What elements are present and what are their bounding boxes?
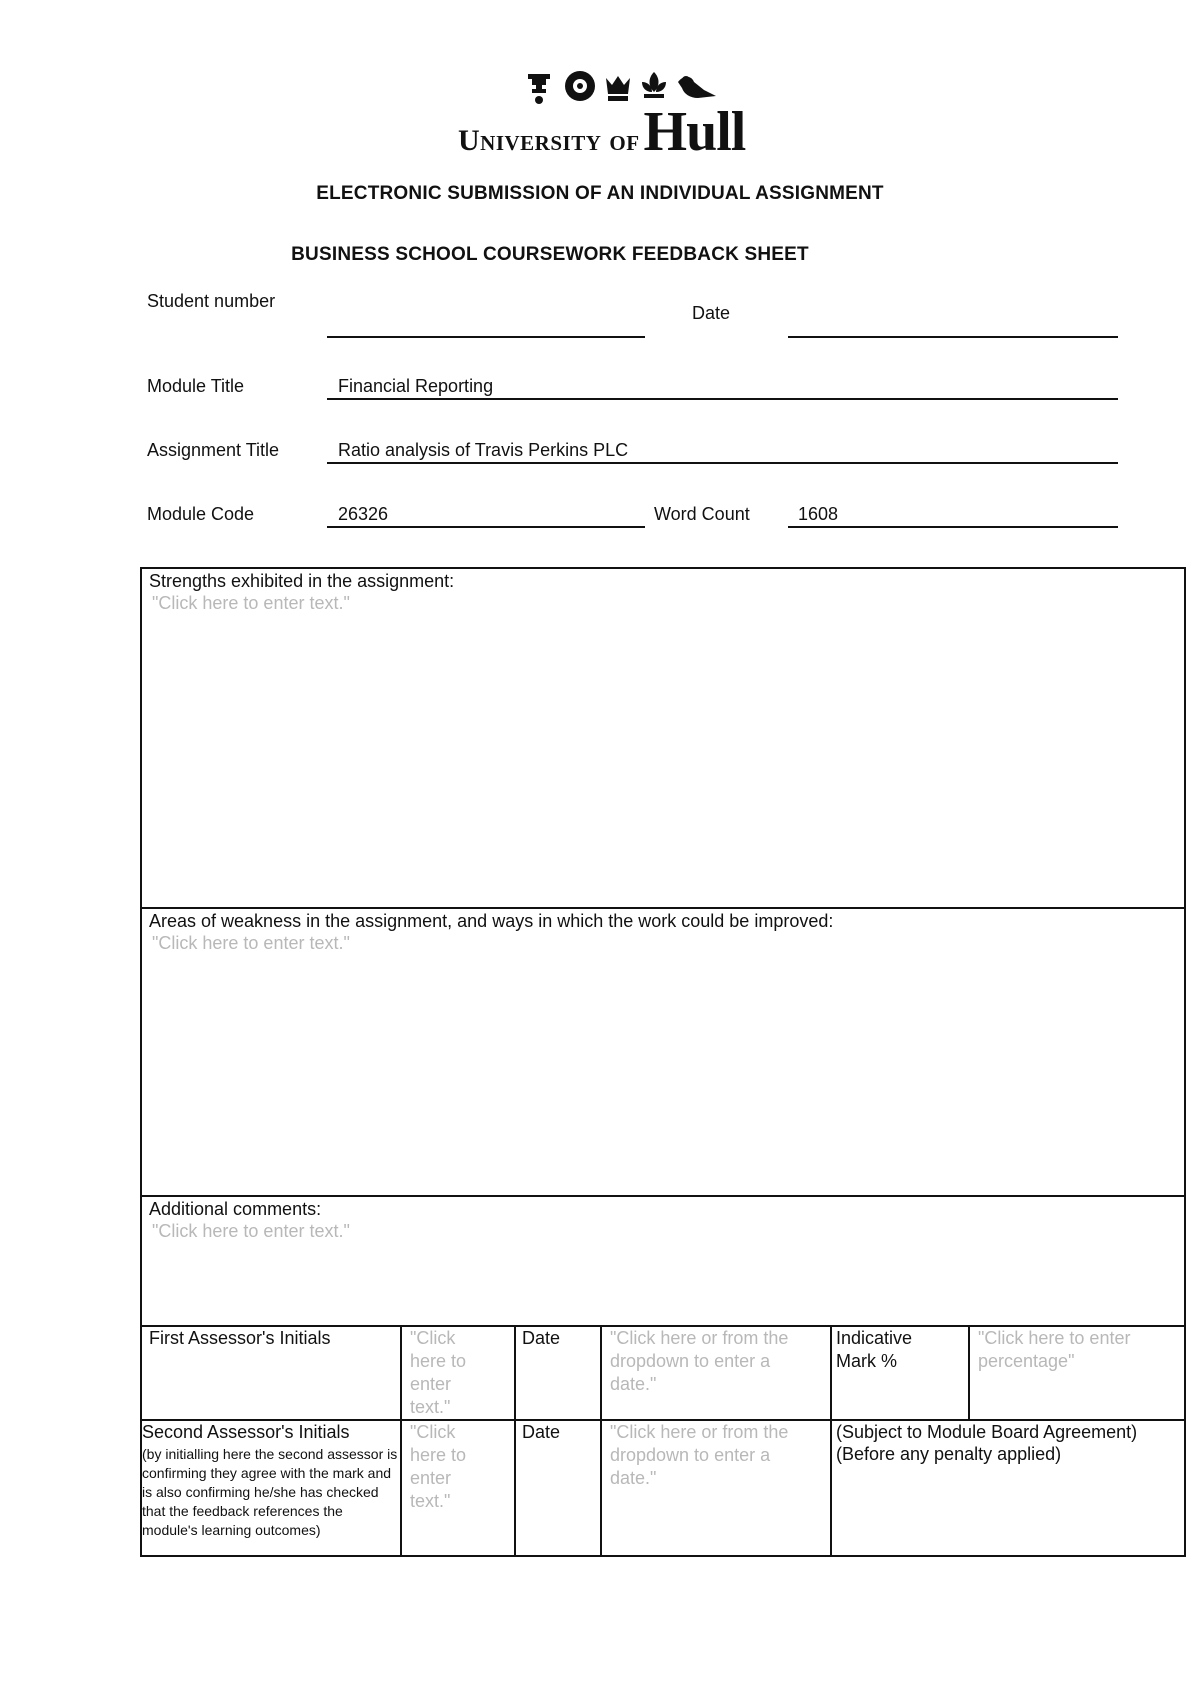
column-divider	[830, 1325, 832, 1557]
second-assessor-initials-input[interactable]: "Click here to enter text."	[410, 1422, 467, 1511]
indicative-mark-input[interactable]: "Click here to enter percentage"	[978, 1328, 1131, 1371]
strengths-section[interactable]	[142, 569, 1184, 907]
assignment-title-value: Ratio analysis of Travis Perkins PLC	[338, 440, 629, 460]
heading-electronic-submission: ELECTRONIC SUBMISSION OF AN INDIVIDUAL ASSIGNMENT	[316, 183, 884, 204]
assignment-title-field[interactable]	[327, 462, 1118, 464]
additional-placeholder[interactable]: "Click here to enter text."	[152, 1221, 350, 1241]
word-count-field[interactable]	[788, 526, 1118, 528]
student-number-label: Student number	[147, 291, 276, 311]
penalty-note: (Before any penalty applied)	[836, 1444, 1062, 1464]
student-number-field[interactable]	[327, 336, 645, 338]
column-divider	[400, 1325, 402, 1557]
second-assessor-note: (by initialling here the second assessor is confirming they agree with the mark and is also confirming he/she has checked that the feedback references the module's learning outcomes)	[142, 1446, 398, 1538]
board-agreement-note: (Subject to Module Board Agreement)	[836, 1422, 1138, 1442]
indicative-mark-label: Indicative Mark %	[836, 1328, 913, 1371]
first-assessor-initials-input[interactable]: "Click here to enter text."	[410, 1328, 467, 1417]
additional-section[interactable]	[142, 1197, 1184, 1325]
university-logo	[458, 68, 868, 163]
column-divider	[600, 1325, 602, 1557]
module-title-value: Financial Reporting	[338, 376, 494, 396]
logo-text-university: University of	[458, 124, 640, 157]
module-code-label: Module Code	[147, 504, 255, 524]
heading-feedback-sheet: BUSINESS SCHOOL COURSEWORK FEEDBACK SHEET	[291, 244, 809, 265]
strengths-label: Strengths exhibited in the assignment:	[149, 571, 455, 591]
assignment-title-label: Assignment Title	[147, 440, 280, 460]
column-divider	[968, 1325, 970, 1419]
module-title-label: Module Title	[147, 376, 245, 396]
first-assessor-label: First Assessor's Initials	[149, 1328, 331, 1348]
first-date-input[interactable]: "Click here or from the dropdown to enter a date."	[610, 1328, 789, 1394]
module-code-value: 26326	[338, 504, 389, 524]
second-date-label: Date	[522, 1422, 561, 1442]
logo-text-hull: Hull	[643, 101, 746, 163]
date-label: Date	[692, 303, 731, 323]
feedback-table	[140, 567, 1186, 1557]
first-date-label: Date	[522, 1328, 561, 1348]
additional-label: Additional comments:	[149, 1199, 322, 1219]
module-title-field[interactable]	[327, 398, 1118, 400]
weakness-placeholder[interactable]: "Click here to enter text."	[152, 933, 350, 953]
weakness-label: Areas of weakness in the assignment, and ways in which the work could be improved:	[149, 911, 834, 931]
date-field[interactable]	[788, 336, 1118, 338]
word-count-value: 1608	[798, 504, 839, 524]
strengths-placeholder[interactable]: "Click here to enter text."	[152, 593, 350, 613]
second-date-input[interactable]: "Click here or from the dropdown to enter a date."	[610, 1422, 789, 1488]
module-code-field[interactable]	[327, 526, 645, 528]
column-divider	[514, 1325, 516, 1557]
second-assessor-label: Second Assessor's Initials	[142, 1422, 350, 1442]
word-count-label: Word Count	[654, 504, 750, 524]
weakness-section[interactable]	[142, 909, 1184, 1195]
